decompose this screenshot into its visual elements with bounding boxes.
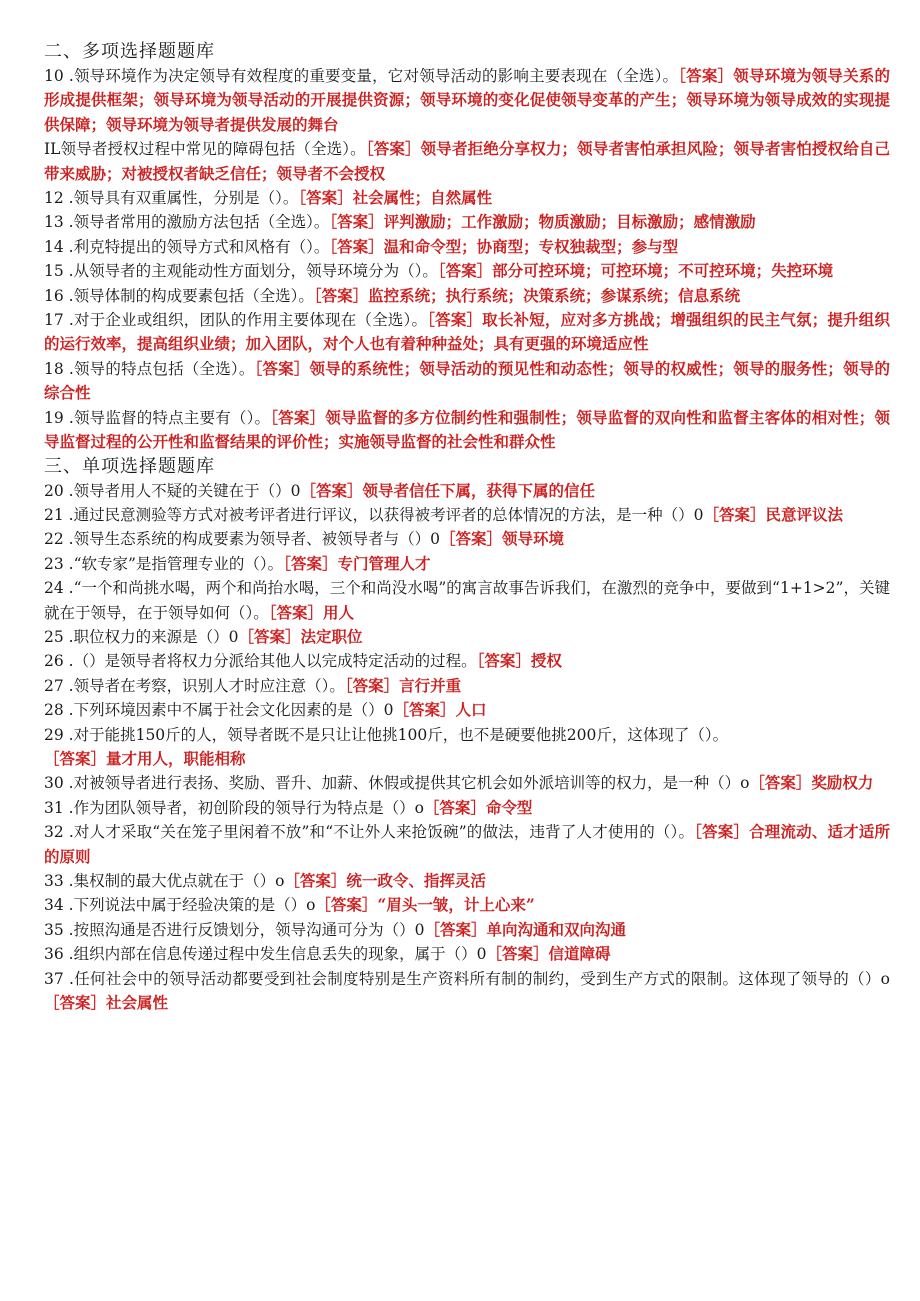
question-text: 36 .组织内部在信息传递过程中发生信息丢失的现象，属于（）0 bbox=[44, 945, 487, 964]
question-text: 34 .下列说法中属于经验决策的是（）o bbox=[44, 896, 316, 915]
answer-text: ［答案］社会属性 bbox=[44, 993, 169, 1013]
question-item bbox=[44, 820, 890, 869]
question-text: 31 .作为团队领导者，初创阶段的领导行为特点是（）o bbox=[44, 798, 424, 817]
question-bank bbox=[44, 40, 890, 1015]
answer-text: ［答案］温和命令型；协商型；专权独裁型；参与型 bbox=[329, 236, 679, 256]
question-item bbox=[44, 771, 890, 795]
question-item bbox=[44, 967, 890, 1016]
question-item bbox=[44, 210, 890, 234]
question-text: 30 .对被领导者进行表扬、奖励、晋升、加薪、休假或提供其它机会如外派培训等的权力，是一种（）o bbox=[44, 774, 750, 793]
answer-text: ［答案］监控系统；执行系统；决策系统；参谋系统；信息系统 bbox=[313, 285, 741, 305]
question-text: IL领导者授权过程中常见的障碍包括（全选）。 bbox=[44, 140, 366, 159]
question-text: 18 .领导的特点包括（全选）。 bbox=[44, 359, 255, 378]
answer-text: ［答案］人口 bbox=[393, 700, 487, 720]
question-text: 10 .领导环境作为决定领导有效程度的重要变量，它对领导活动的影响主要表现在（全选）。 bbox=[44, 67, 679, 85]
question-item bbox=[44, 942, 890, 966]
answer-text: ［答案］合理流动、适才适所的原则 bbox=[44, 822, 890, 866]
question-item bbox=[44, 137, 890, 186]
question-item bbox=[44, 649, 890, 673]
question-text: 17 .对于企业或组织，团队的作用主要体现在（全选）。 bbox=[44, 311, 428, 330]
question-item bbox=[44, 308, 890, 357]
answer-text: ［答案］取长补短，应对多方挑战；增强组织的民主气氛；提升组织的运行效率，提高组织业绩；加入团队，对个人也有着种种益处；具有更强的环境适应性 bbox=[44, 310, 890, 354]
answer-text: ［答案］民意评议法 bbox=[703, 504, 843, 524]
question-item bbox=[44, 674, 890, 698]
question-text: 14 .利克特提出的领导方式和风格有（）。 bbox=[44, 237, 330, 256]
answer-text: ［答案］领导的系统性；领导活动的预见性和动态性；领导的权威性；领导的服务性；领导的综合性 bbox=[44, 358, 890, 403]
question-item bbox=[44, 625, 890, 649]
question-item bbox=[44, 503, 890, 527]
question-text: 33 .集权制的最大优点就在于（）o bbox=[44, 872, 285, 890]
answer-text: ［答案］社会属性；自然属性 bbox=[298, 188, 493, 208]
answer-text: ［答案］领导者信任下属，获得下属的信任 bbox=[300, 480, 595, 500]
answer-text: ［答案］统一政令、指挥灵活 bbox=[284, 871, 486, 890]
question-text: 12 .领导具有双重属性，分别是（）。 bbox=[44, 189, 299, 208]
question-text: 37 .任何社会中的领导活动都要受到社会制度特别是生产资料所有制的制约，受到生产方式的限制。这体现了领导的（）o bbox=[44, 969, 890, 988]
question-text: 21 .通过民意测验等方式对被考评者进行评议，以获得被考评者的总体情况的方法，是一种（）0 bbox=[44, 505, 704, 524]
answer-text: ［答案］奖励权力 bbox=[749, 773, 874, 793]
section-title: 三、单项选择题题库 bbox=[44, 455, 215, 477]
question-text: 35 .按照沟通是否进行反馈划分，领导沟通可分为（）0 bbox=[44, 920, 425, 939]
question-item bbox=[44, 893, 890, 917]
answer-text: ［答案］领导环境为领导关系的形成提供框架；领导环境为领导活动的开展提供资源；领导环境的变化促使领导变革的产生；领导环境为领导成效的实现提供保障；领导环境为领导者提供发展的舞台 bbox=[44, 66, 890, 134]
question-text: 15 .从领导者的主观能动性方面划分，领导环境分为（）。 bbox=[44, 262, 438, 281]
answer-text: ［答案］领导监督的多方位制约性和强制性；领导监督的双向性和监督主客体的相对性；领导监督过程的公开性和监督结果的评价性；实施领导监督的社会性和群众性 bbox=[44, 407, 890, 452]
question-item bbox=[44, 479, 890, 503]
question-text: 24 .“一个和尚挑水喝，两个和尚抬水喝，三个和尚没水喝”的寓言故事告诉我们，在激烈的竞争中，要做到“1+1>2”，关键就在于领导，在于领导如何（）。 bbox=[44, 579, 890, 622]
answer-text: ［答案］命令型 bbox=[423, 797, 533, 817]
question-item bbox=[44, 259, 890, 283]
answer-text: ［答案］法定职位 bbox=[238, 626, 363, 646]
answer-text: ［答案］授权 bbox=[476, 651, 562, 671]
question-text: 19 .领导监督的特点主要有（）。 bbox=[44, 408, 271, 427]
question-item bbox=[44, 527, 890, 551]
question-text: 32 .对人才采取“关在笼子里闲着不放”和“不让外人来抢饭碗”的做法，违背了人才使用的（）。 bbox=[44, 823, 695, 842]
answer-text: ［答案］信道障碍 bbox=[486, 944, 611, 964]
question-item bbox=[44, 186, 890, 210]
question-text: 13 .领导者常用的激励方法包括（全选）。 bbox=[44, 213, 330, 232]
question-text: 16 .领导体制的构成要素包括（全选）。 bbox=[44, 286, 314, 305]
question-item bbox=[44, 552, 890, 576]
question-item bbox=[44, 235, 890, 259]
question-item bbox=[44, 284, 890, 308]
question-text: 27 .领导者在考察，识别人才时应注意（）。 bbox=[44, 676, 345, 695]
answer-text: ［答案］量才用人，职能相称 bbox=[44, 748, 246, 768]
question-text: 23 .“软专家”是指管理专业的（）。 bbox=[44, 554, 284, 573]
question-item bbox=[44, 723, 890, 772]
answer-text: ［答案］单向沟通和双向沟通 bbox=[424, 919, 626, 939]
question-text: 20 .领导者用人不疑的关键在于（）0 bbox=[44, 481, 301, 500]
answer-text: ［答案］用人 bbox=[268, 602, 355, 622]
section-title: 二、多项选择题题库 bbox=[44, 41, 215, 62]
question-item bbox=[44, 698, 890, 722]
answer-text: ［答案］专门管理人才 bbox=[283, 553, 431, 573]
answer-text: ［答案］领导环境 bbox=[439, 529, 564, 549]
answer-text: ［答案］言行并重 bbox=[344, 675, 462, 695]
question-text: 29 .对于能挑150斤的人，领导者既不是只让让他挑100斤，也不是硬要他挑200斤，这体现了（）。 bbox=[44, 725, 729, 744]
answer-text: ［答案］部分可控环境；可控环境；不可控环境；失控环境 bbox=[437, 261, 834, 281]
question-item bbox=[44, 869, 890, 893]
answer-text: ［答案］领导者拒绝分享权力；领导者害怕承担风险；领导者害怕授权给自己带来威胁；对被授权者缺乏信任；领导者不会授权 bbox=[44, 139, 890, 183]
answer-text: ［答案］评判激励；工作激励；物质激励；目标激励；感情激励 bbox=[329, 212, 756, 232]
question-item bbox=[44, 918, 890, 942]
question-text: 22 .领导生态系统的构成要素为领导者、被领导者与（）0 bbox=[44, 530, 440, 549]
answer-text: ［答案］“眉头一皱，计上心来” bbox=[315, 895, 535, 915]
question-item bbox=[44, 406, 890, 455]
question-text: 26 .（）是领导者将权力分派给其他人以完成特定活动的过程。 bbox=[44, 652, 477, 671]
question-text: 28 .下列环境因素中不属于社会文化因素的是（）0 bbox=[44, 701, 394, 720]
question-item bbox=[44, 796, 890, 820]
document-page bbox=[44, 40, 890, 1015]
question-text: 25 .职位权力的来源是（）0 bbox=[44, 627, 239, 646]
question-item bbox=[44, 357, 890, 406]
question-item bbox=[44, 576, 890, 625]
question-item bbox=[44, 64, 890, 137]
